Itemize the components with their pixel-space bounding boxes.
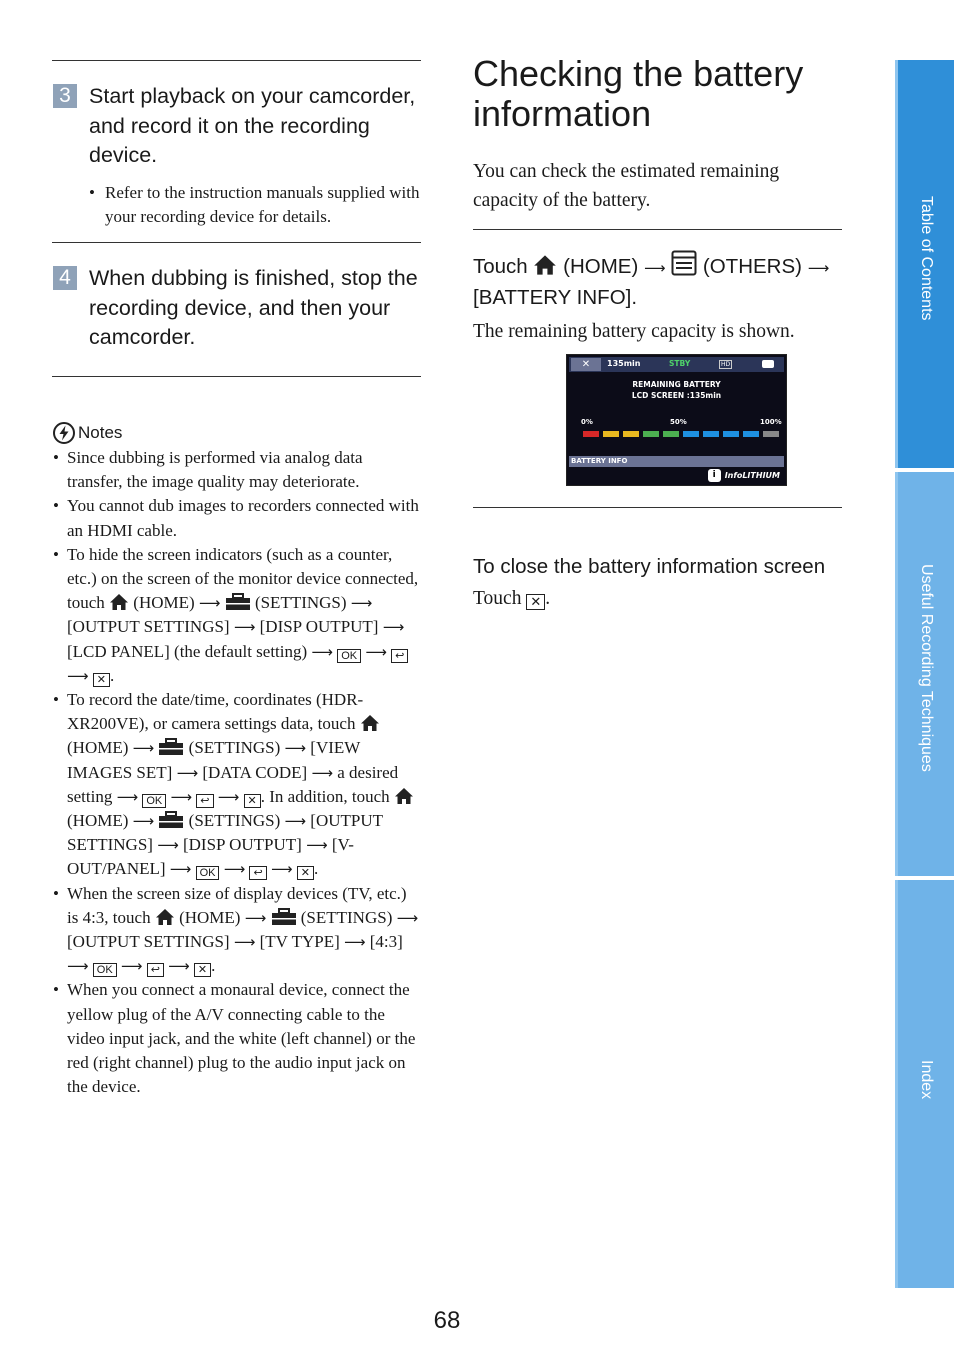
screen-tick-0: 0%: [581, 418, 593, 426]
battery-segment: [623, 431, 639, 437]
close-button-icon: ✕: [93, 673, 110, 687]
arrow-icon: ⟶: [270, 860, 293, 879]
arrow-icon: ⟶: [169, 860, 192, 879]
tab-label: Useful Recording Techniques: [918, 564, 935, 772]
step-number: 4: [53, 266, 77, 290]
note-item: • To record the date/time, coordinates (HDR-XR200VE), or camera settings data, touch (HOME) ⟶ (SETTINGS) ⟶ [VIEW IMAGES SET] ⟶ [DATA CODE] ⟶ a desired setting ⟶ OK ⟶ ↩ ⟶ ✕ . In addition, touch (HOME) ⟶ (SETTINGS) ⟶ [OUTPUT SETTINGS] ⟶ [DISP OUTPUT] ⟶ [V-OUT/PANEL] ⟶ OK ⟶ ↩ ⟶ ✕ .: [53, 688, 421, 882]
notes-heading-label: Notes: [78, 423, 123, 442]
step-subnote: • Refer to the instruction manuals supplied with your recording device for details.: [89, 181, 421, 229]
arrow-icon: ⟶: [217, 787, 240, 806]
battery-segment: [743, 431, 759, 437]
tab-index[interactable]: [895, 880, 954, 1288]
screen-status-bar: [569, 357, 784, 372]
close-instruction: Touch ✕ .: [473, 588, 551, 609]
home-icon: [533, 254, 557, 276]
back-button-icon: ↩: [249, 866, 266, 880]
touch-instruction: Touch (HOME) ⟶ (OTHERS) ⟶ [BATTERY INFO].: [473, 250, 848, 313]
ok-button-icon: OK: [337, 649, 361, 663]
back-button-icon: ↩: [391, 649, 408, 663]
arrow-icon: ⟶: [157, 836, 179, 855]
notes-heading: [53, 422, 122, 444]
arrow-icon: ⟶: [244, 908, 267, 927]
battery-segment: [683, 431, 699, 437]
battery-segment: [663, 431, 679, 437]
notes-warning-icon: [53, 422, 75, 444]
screen-remaining: [567, 379, 786, 401]
ok-button-icon: OK: [93, 963, 117, 977]
close-button-icon: ✕: [297, 866, 314, 880]
arrow-icon: ⟶: [233, 933, 256, 952]
battery-segment: [603, 431, 619, 437]
note-item: • To hide the screen indicators (such as a counter, etc.) on the screen of the monitor device connected, touch (HOME) ⟶ (SETTINGS) ⟶ [OUTPUT SETTINGS] ⟶ [DISP OUTPUT] ⟶ [LCD PANEL] (the default setting) ⟶ OK ⟶ ↩ ⟶ ✕ .: [53, 543, 421, 688]
arrow-icon: ⟶: [198, 594, 221, 613]
screen-battery-minutes: 135min: [607, 359, 641, 368]
settings-toolbox-icon: [158, 811, 184, 829]
arrow-icon: ⟶: [132, 739, 155, 758]
arrow-icon: ⟶: [643, 259, 666, 277]
screen-remaining-label: REMAINING BATTERY: [632, 380, 721, 389]
battery-segment: [643, 431, 659, 437]
step-3: [53, 82, 421, 229]
arrow-icon: ⟶: [170, 787, 193, 806]
arrow-icon: ⟶: [382, 618, 405, 637]
battery-segment: [583, 431, 599, 437]
divider-step-3: [52, 242, 421, 243]
screen-standby: STBY: [669, 359, 691, 368]
others-icon: [671, 250, 697, 276]
divider-screen: [473, 507, 842, 508]
settings-toolbox-icon: [158, 738, 184, 756]
settings-toolbox-icon: [271, 908, 297, 926]
battery-segment: [703, 431, 719, 437]
home-icon: [360, 714, 380, 732]
arrow-icon: ⟶: [365, 642, 387, 661]
screen-battery-info-label: BATTERY INFO: [569, 456, 784, 467]
note-item: • When the screen size of display devices (TV, etc.) is 4:3, touch (HOME) ⟶ (SETTINGS) ⟶ [OUTPUT SETTINGS] ⟶ [TV TYPE] ⟶ [4:3] ⟶ OK ⟶ ↩ ⟶ ✕ .: [53, 882, 421, 979]
note-item: • Since dubbing is performed via analog data transfer, the image quality may deteriorate.: [53, 446, 421, 494]
home-icon: [109, 593, 129, 611]
arrow-icon: ⟶: [284, 812, 307, 831]
info-icon: i: [708, 469, 721, 482]
arrow-icon: ⟶: [344, 933, 366, 952]
divider-intro: [473, 229, 842, 230]
note-item: • You cannot dub images to recorders connected with an HDMI cable.: [53, 494, 421, 542]
arrow-icon: ⟶: [120, 957, 143, 976]
battery-info-screen: [566, 354, 787, 486]
arrow-icon: ⟶: [311, 642, 333, 661]
screen-infolithium-logo: [708, 469, 780, 482]
screen-hd-badge: HD: [721, 361, 731, 368]
intro-text: You can check the estimated remaining capacity of the battery.: [473, 161, 780, 211]
close-button-icon: ✕: [194, 963, 211, 977]
divider-top: [52, 60, 421, 61]
step-number: 3: [53, 84, 77, 108]
ok-button-icon: OK: [142, 794, 166, 808]
arrow-icon: ⟶: [284, 739, 307, 758]
close-heading: To close the battery information screen: [473, 555, 826, 578]
ok-button-icon: OK: [196, 866, 220, 880]
tab-label: Index: [918, 1060, 935, 1100]
arrow-icon: ⟶: [306, 836, 328, 855]
tab-label: Table of Contents: [918, 196, 935, 321]
page-number: 68: [433, 1307, 461, 1334]
arrow-icon: ⟶: [350, 594, 373, 613]
arrow-icon: ⟶: [132, 812, 155, 831]
screen-logo-text: InfoLITHIUM: [724, 471, 780, 480]
home-icon: [155, 908, 175, 926]
close-button-icon: ✕: [526, 594, 545, 610]
arrow-icon: ⟶: [223, 860, 246, 879]
battery-shown-text: The remaining battery capacity is shown.: [473, 321, 795, 342]
screen-hdd-icon: [762, 360, 774, 368]
screen-lcd-label: LCD SCREEN :135min: [631, 391, 722, 400]
tab-useful-recording-techniques[interactable]: [895, 472, 954, 876]
arrow-icon: ⟶: [168, 957, 190, 976]
arrow-icon: ⟶: [311, 763, 333, 782]
arrow-icon: ⟶: [116, 787, 139, 806]
divider-step-4: [52, 376, 421, 377]
note-item: • When you connect a monaural device, connect the yellow plug of the A/V connecting cable to the video input jack, and the white (left channel) or the red (right channel) plug to the audio input jack on the device.: [53, 978, 421, 1099]
back-button-icon: ↩: [147, 963, 164, 977]
arrow-icon: ⟶: [67, 957, 89, 976]
step-4: [53, 264, 421, 353]
screen-battery-bar: [583, 431, 783, 437]
page-title: Checking the battery information: [473, 53, 804, 134]
close-button-icon: ✕: [244, 794, 261, 808]
step-text: When dubbing is finished, stop the recording device, and then your camcorder.: [89, 266, 418, 349]
screen-close-button[interactable]: ✕: [571, 358, 601, 371]
battery-segment: [763, 431, 779, 437]
notes-list: [53, 446, 421, 1099]
tab-table-of-contents[interactable]: [895, 60, 954, 468]
arrow-icon: ⟶: [67, 666, 89, 685]
home-icon: [394, 787, 414, 805]
step-text: Start playback on your camcorder, and record it on the recording device.: [89, 84, 416, 167]
back-button-icon: ↩: [196, 794, 213, 808]
arrow-icon: ⟶: [176, 763, 199, 782]
arrow-icon: ⟶: [396, 908, 419, 927]
battery-segment: [723, 431, 739, 437]
arrow-icon: ⟶: [233, 618, 256, 637]
arrow-icon: ⟶: [807, 259, 830, 277]
screen-tick-50: 50%: [670, 418, 687, 426]
screen-tick-100: 100%: [760, 418, 782, 426]
settings-toolbox-icon: [225, 593, 251, 611]
